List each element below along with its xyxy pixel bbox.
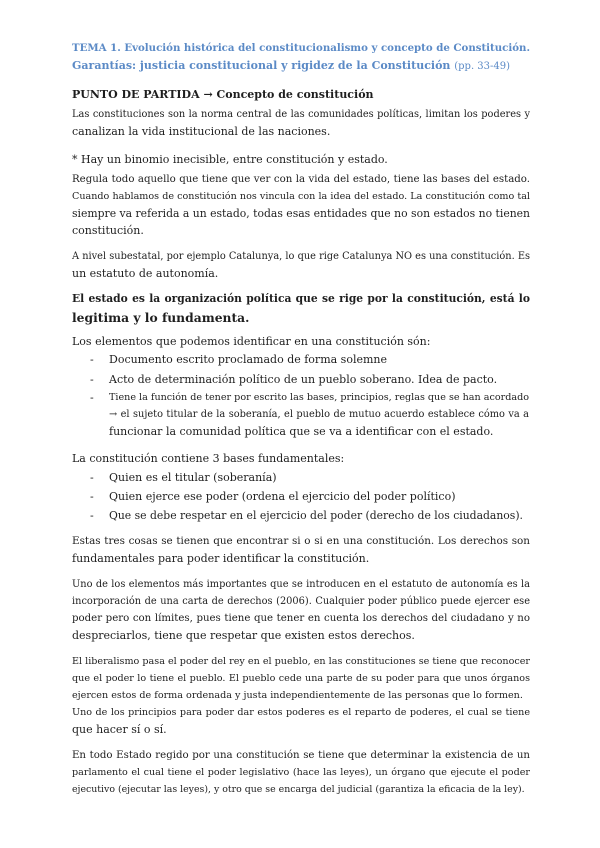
p3-line-4: constitución. xyxy=(72,224,144,237)
p3-line-3: siempre va referida a un estado, todas esas entidades que no son estados no tienen xyxy=(72,207,530,220)
p6-line-1: La constitución contiene 3 bases fundamentales: xyxy=(72,452,345,465)
list2-item-2: Quien ejerce ese poder (ordena el ejercicio del poder político) xyxy=(109,490,456,503)
p8-line-1: Uno de los elementos más importantes que se introducen en el estatuto de autonomía es la xyxy=(72,579,530,590)
p7-line-2: fundamentales para poder identificar la constitución. xyxy=(72,552,370,565)
p4-line-2: un estatuto de autonomía. xyxy=(72,267,219,280)
p9-line-5: que hacer sí o sí. xyxy=(72,723,167,736)
list1-item-2: Acto de determinación político de un pueblo soberano. Idea de pacto. xyxy=(109,373,498,386)
p9-line-4: Uno de los principios para poder dar estos poderes es el reparto de poderes, el cual se tiene xyxy=(72,707,530,718)
list2-bullet-2: - xyxy=(90,490,94,503)
p3-line-1: Regula todo aquello que tiene que ver con la vida del estado, tiene las bases del estado. xyxy=(72,174,530,185)
list1-item-3-line-1: Tiene la función de tener por escrito las bases, principios, reglas que se han acordado xyxy=(109,392,529,403)
p1-line-1: Las constituciones son la norma central de las comunidades políticas, limitan los poderes y xyxy=(72,109,530,120)
heading-estado-line-1: El estado es la organización política que se rige por la constitución, está lo xyxy=(72,292,530,305)
p8-line-4: despreciarlos, tiene que respetar que existen estos derechos. xyxy=(72,629,415,642)
heading-estado-line-2: legitima y lo fundamenta. xyxy=(72,310,250,325)
title-line-2-text: Garantías: justicia constitucional y rigidez de la Constitución xyxy=(72,59,451,72)
list1-item-1: Documento escrito proclamado de forma solemne xyxy=(109,353,387,366)
list1-item-3-line-3: funcionar la comunidad política que se va a identificar con el estado. xyxy=(109,425,494,438)
p5-line-1: Los elementos que podemos identificar en una constitución són: xyxy=(72,335,431,348)
list1-item-3-line-2: → el sujeto titular de la soberanía, el pueblo de mutuo acuerdo establece cómo va a xyxy=(109,409,529,420)
p4-line-1: A nivel subestatal, por ejemplo Catalunya, lo que rige Catalunya NO es una constitución. Es xyxy=(72,251,530,262)
list2-item-3: Que se debe respetar en el ejercicio del poder (derecho de los ciudadanos). xyxy=(109,509,523,522)
title-line-1: TEMA 1. Evolución histórica del constitucionalismo y concepto de Constitución. xyxy=(72,42,530,54)
p8-line-2: incorporación de una carta de derechos (2006). Cualquier poder público puede ejercer ese xyxy=(72,596,530,607)
p9-line-1: El liberalismo pasa el poder del rey en el pueblo, en las constituciones se tiene que reconocer xyxy=(72,656,530,667)
title-pages: (pp. 33-49) xyxy=(454,61,511,72)
list2-item-1: Quien es el titular (soberanía) xyxy=(109,471,277,484)
list2-bullet-1: - xyxy=(90,471,94,484)
p8-line-3: poder pero con límites, pues tiene que tener en cuenta los derechos del ciudadano y no xyxy=(72,613,530,624)
heading-punto-de-partida: PUNTO DE PARTIDA → Concepto de constitución xyxy=(72,88,374,101)
p9-line-3: ejercen estos de forma ordenada y justa independientemente de las personas que lo formen. xyxy=(72,690,523,701)
list1-bullet-3: - xyxy=(90,391,94,404)
list1-bullet-2: - xyxy=(90,373,94,386)
p10-line-2: parlamento el cual tiene el poder legislativo (hace las leyes), un órgano que ejecute el poder xyxy=(72,767,530,778)
p10-line-1: En todo Estado regido por una constitución se tiene que determinar la existencia de un xyxy=(72,750,530,761)
p3-line-2: Cuando hablamos de constitución nos vincula con la idea del estado. La constitución como tal xyxy=(72,191,530,202)
title-line-2 xyxy=(72,57,530,75)
p7-line-1: Estas tres cosas se tienen que encontrar si o si en una constitución. Los derechos son xyxy=(72,535,530,547)
list1-bullet-1: - xyxy=(90,353,94,366)
p1-line-2: canalizan la vida institucional de las naciones. xyxy=(72,125,331,138)
list2-bullet-3: - xyxy=(90,509,94,522)
p2-line-1: * Hay un binomio inecisible, entre constitución y estado. xyxy=(72,153,388,166)
p10-line-3: ejecutivo (ejecutar las leyes), y otro que se encarga del judicial (garantiza la eficacia de la ley). xyxy=(72,784,525,795)
p9-line-2: que el poder lo tiene el pueblo. El pueblo cede una parte de su poder para que unos órganos xyxy=(72,673,530,684)
